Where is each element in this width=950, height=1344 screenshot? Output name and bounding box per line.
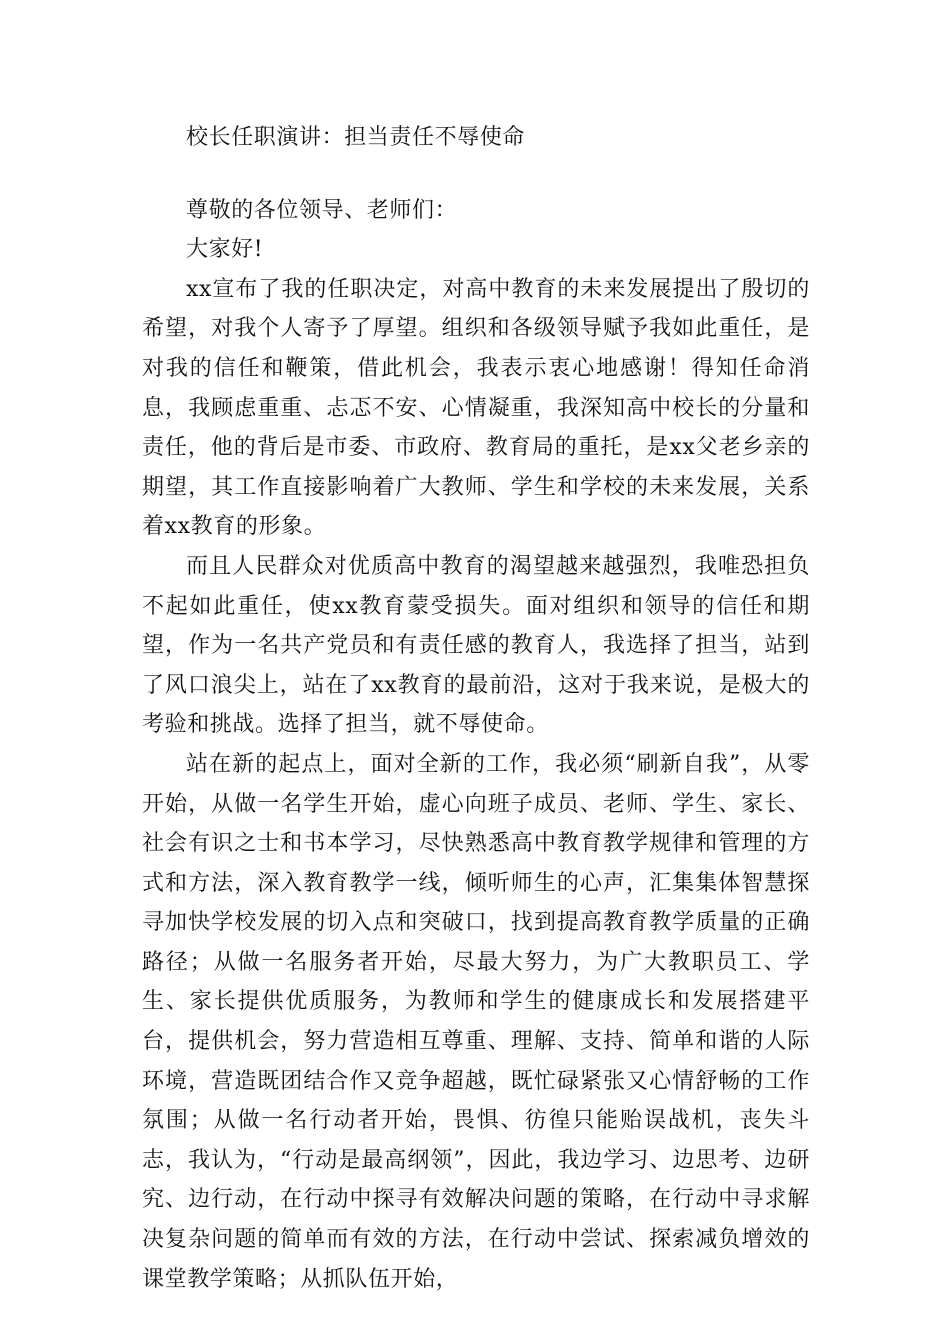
body-paragraph-1: xx宣布了我的任职决定，对高中教育的未来发展提出了殷切的希望，对我个人寄予了厚望。组织和各级领导赋予我如此重任，是对我的信任和鞭策，借此机会，我表示衷心地感谢！得知任命消息，我顾虑重重、忐忑不安、心情凝重，我深知高中校长的分量和责任，他的背后是市委、市政府、教育局的重托，是xx父老乡亲的期望，其工作直接影响着广大教师、学生和学校的未来发展，关系着xx教育的形象。 (142, 276, 810, 540)
body-paragraph-3: 站在新的起点上，面对全新的工作，我必须“刷新自我”，从零开始，从做一名学生开始，虚心向班子成员、老师、学生、家长、社会有识之士和书本学习，尽快熟悉高中教育教学规律和管理的方式和方法，深入教育教学一线，倾听师生的心声，汇集集体智慧探寻加快学校发展的切入点和突破口，找到提高教育教学质量的正确路径；从做一名服务者开始，尽最大努力，为广大教职员工、学生、家长提供优质服务，为教师和学生的健康成长和发展搭建平台，提供机会，努力营造相互尊重、理解、支持、简单和谐的人际环境，营造既团结合作又竞争超越，既忙碌紧张又心情舒畅的工作氛围；从做一名行动者开始，畏惧、彷徨只能贻误战机，丧失斗志，我认为，“行动是最高纲领”，因此，我边学习、边思考、边研究、边行动，在行动中探寻有效解决问题的策略，在行动中寻求解决复杂问题的简单而有效的方法，在行动中尝试、探索减负增效的课堂教学策略；从抓队伍开始， (142, 751, 810, 1292)
greeting: 大家好! (186, 237, 264, 263)
salutation: 尊敬的各位领导、老师们： (186, 197, 458, 223)
document-body (142, 118, 810, 1299)
body-paragraph-2: 而且人民群众对优质高中教育的渴望越来越强烈，我唯恐担负不起如此重任，使xx教育蒙受损失。面对组织和领导的信任和期望，作为一名共产党员和有责任感的教育人，我选择了担当，站到了风口浪尖上，站在了xx教育的最前沿，这对于我来说，是极大的考验和挑战。选择了担当，就不辱使命。 (142, 553, 810, 738)
document-title: 校长任职演讲：担当责任不辱使命 (186, 125, 526, 150)
